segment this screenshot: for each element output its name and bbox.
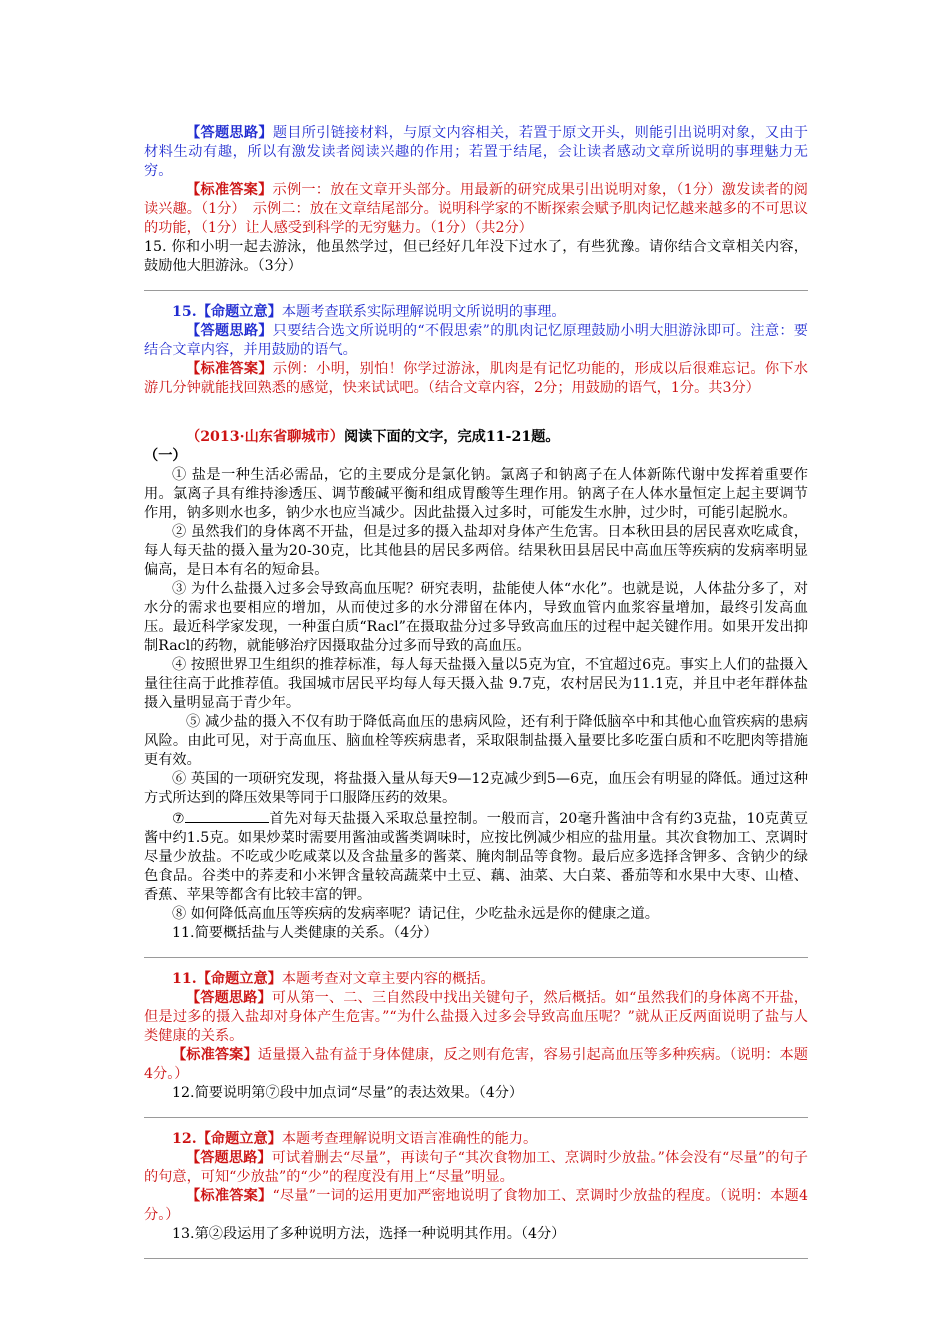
paragraph-4: ④ 按照世界卫生组织的推荐标准，每人每天盐摄入量以5克为宜，不宜超过6克。事实上人们的盐摄入量往往高于此推荐值。我国城市居民平均每人每天摄入盐 9.7克，农村居民为11.1克，并且中老年群体盐摄入量明显高于青少年。 [144, 657, 808, 711]
question-12: 12.简要说明第⑦段中加点词“尽量”的表达效果。（4分） [172, 1085, 524, 1101]
divider [144, 957, 808, 958]
label-daan: 【标准答案】 [186, 182, 273, 198]
answer-11: 【标准答案】适量摄入盐有益于身体健康，反之则有危害，容易引起高血压等多种疾病。（说明：本题4分。） [144, 1047, 808, 1082]
source-tag: （2013·山东省聊城市） [186, 429, 344, 445]
answer-15: 【标准答案】示例：小明，别怕！你学过游泳，肌肉是有记忆功能的，形成以后很难忘记。你下水游几分钟就能找回熟悉的感觉，快来试试吧。（结合文章内容，2分；用鼓励的语气，1分。共3分） [144, 361, 808, 396]
paragraph-7: ⑦ 首先对每天盐摄入采取总量控制。一般而言，20毫升酱油中含有约3克盐，10克黄豆酱中约1.5克。如果炒菜时需要用酱油或酱类调味时，应按比例减少相应的盐用量。其次食物加工、烹调时尽量少放盐。不吃或少吃咸菜以及含盐量多的酱菜、腌肉制品等食物。最后应多选择含钾多、含钠少的绿色食品。谷类中的荞麦和小米钾含量较高蔬菜中土豆、藕、油菜、大白菜、番茄等和水果中大枣、山楂、香蕉、苹果等都含有比较丰富的钾。 [144, 808, 808, 905]
fill-blank[interactable] [185, 808, 269, 823]
divider [144, 290, 808, 291]
section-heading: （2013·山东省聊城市）阅读下面的文字，完成11-21题。 [186, 429, 560, 445]
part-label: （一） [144, 448, 187, 464]
paragraph-3: ③ 为什么盐摄入过多会导致高血压呢？研究表明，盐能使人体“水化”。也就是说，人体盐分多了，对水分的需求也要相应的增加，从而使过多的水分滞留在体内，导致血管内血浆容量增加，最终引发高血压。最近科学家发现，一种蛋白质“Racl”在摄取盐分过多导致高血压的过程中起关键作用。如果开发出抑制Racl的药物，就能够治疗因摄取盐分过多而导致的高血压。 [144, 581, 808, 654]
question-11: 11.简要概括盐与人类健康的关系。（4分） [172, 925, 438, 941]
answer-14: 【标准答案】示例一：放在文章开头部分。用最新的研究成果引出说明对象，（1分）激发读者的阅读兴趣。（1分） 示例二：放在文章结尾部分。说明科学家的不断探索会赋予肌肉记忆越来越多的不可思议的功能，（1分）让人感受到科学的无穷魅力。（1分）（共2分） [144, 182, 808, 236]
divider [144, 1117, 808, 1118]
analysis-14: 【答题思路】题目所引链接材料，与原文内容相关，若置于原文开头，则能引出说明对象，又由于材料生动有趣，所以有激发读者阅读兴趣的作用；若置于结尾，会让读者感动文章所说明的事理魅力无穷。 [144, 125, 808, 179]
paragraph-6: ⑥ 英国的一项研究发现，将盐摄入量从每天9—12克减少到5—6克，血压会有明显的降低。通过这种方式所达到的降压效果等同于口服降压药的效果。 [144, 771, 808, 806]
intent-12: 12.【命题立意】本题考查理解说明文语言准确性的能力。 [172, 1131, 538, 1147]
document-page [144, 124, 808, 1271]
divider [144, 1258, 808, 1259]
paragraph-2: ② 虽然我们的身体离不开盐，但是过多的摄入盐却对身体产生危害。日本秋田县的居民喜欢吃咸食，每人每天盐的摄入量为20-30克，比其他县的居民多两倍。结果秋田县居民中高血压等疾病的发病率明显偏高，是日本有名的短命县。 [144, 524, 808, 578]
intent-15: 15.【命题立意】本题考查联系实际理解说明文所说明的事理。 [172, 304, 566, 320]
question-13: 13.第②段运用了多种说明方法，选择一种说明其作用。（4分） [172, 1226, 566, 1242]
paragraph-1: ① 盐是一种生活必需品，它的主要成分是氯化钠。氯离子和钠离子在人体新陈代谢中发挥着重要作用。氯离子具有维持渗透压、调节酸碱平衡和组成胃酸等生理作用。钠离子在人体水量恒定上起主要调节作用，钠多则水也多，钠少水也应当减少。因此盐摄入过多时，可能发生水肿，过少时，可能引起脱水。 [144, 467, 808, 521]
intent-11: 11.【命题立意】本题考查对文章主要内容的概括。 [172, 971, 495, 987]
answer-12: 【标准答案】“尽量”一词的运用更加严密地说明了食物加工、烹调时少放盐的程度。（说明：本题4分。） [144, 1188, 808, 1223]
analysis-11: 【答题思路】可从第一、二、三自然段中找出关键句子，然后概括。如“虽然我们的身体离不开盐，但是过多的摄入盐却对身体产生危害。”“为什么盐摄入过多会导致高血压呢？”就从正反两面说明了盐与人类健康的关系。 [144, 990, 808, 1044]
paragraph-8: ⑧ 如何降低高血压等疾病的发病率呢？请记住，少吃盐永远是你的健康之道。 [172, 906, 659, 922]
analysis-15: 【答题思路】只要结合选文所说明的“不假思索”的肌肉记忆原理鼓励小明大胆游泳即可。注意：要结合文章内容，并用鼓励的语气。 [144, 323, 808, 358]
analysis-12: 【答题思路】可试着删去“尽量”，再读句子“其次食物加工、烹调时少放盐。”体会没有“尽量”的句子的句意，可知“少放盐”的“少”的程度没有用上“尽量”明显。 [144, 1150, 808, 1185]
question-15: 15. 你和小明一起去游泳，他虽然学过，但已经好几年没下过水了，有些犹豫。请你结合文章相关内容，鼓励他大胆游泳。（3分） [144, 239, 808, 274]
paragraph-5: ⑤ 减少盐的摄入不仅有助于降低高血压的患病风险，还有利于降低脑卒中和其他心血管疾病的患病风险。由此可见，对于高血压、脑血栓等疾病患者，采取限制盐摄入量要比多吃蛋白质和不吃肥肉等措施更有效。 [144, 714, 808, 768]
label-silu: 【答题思路】 [186, 125, 273, 141]
